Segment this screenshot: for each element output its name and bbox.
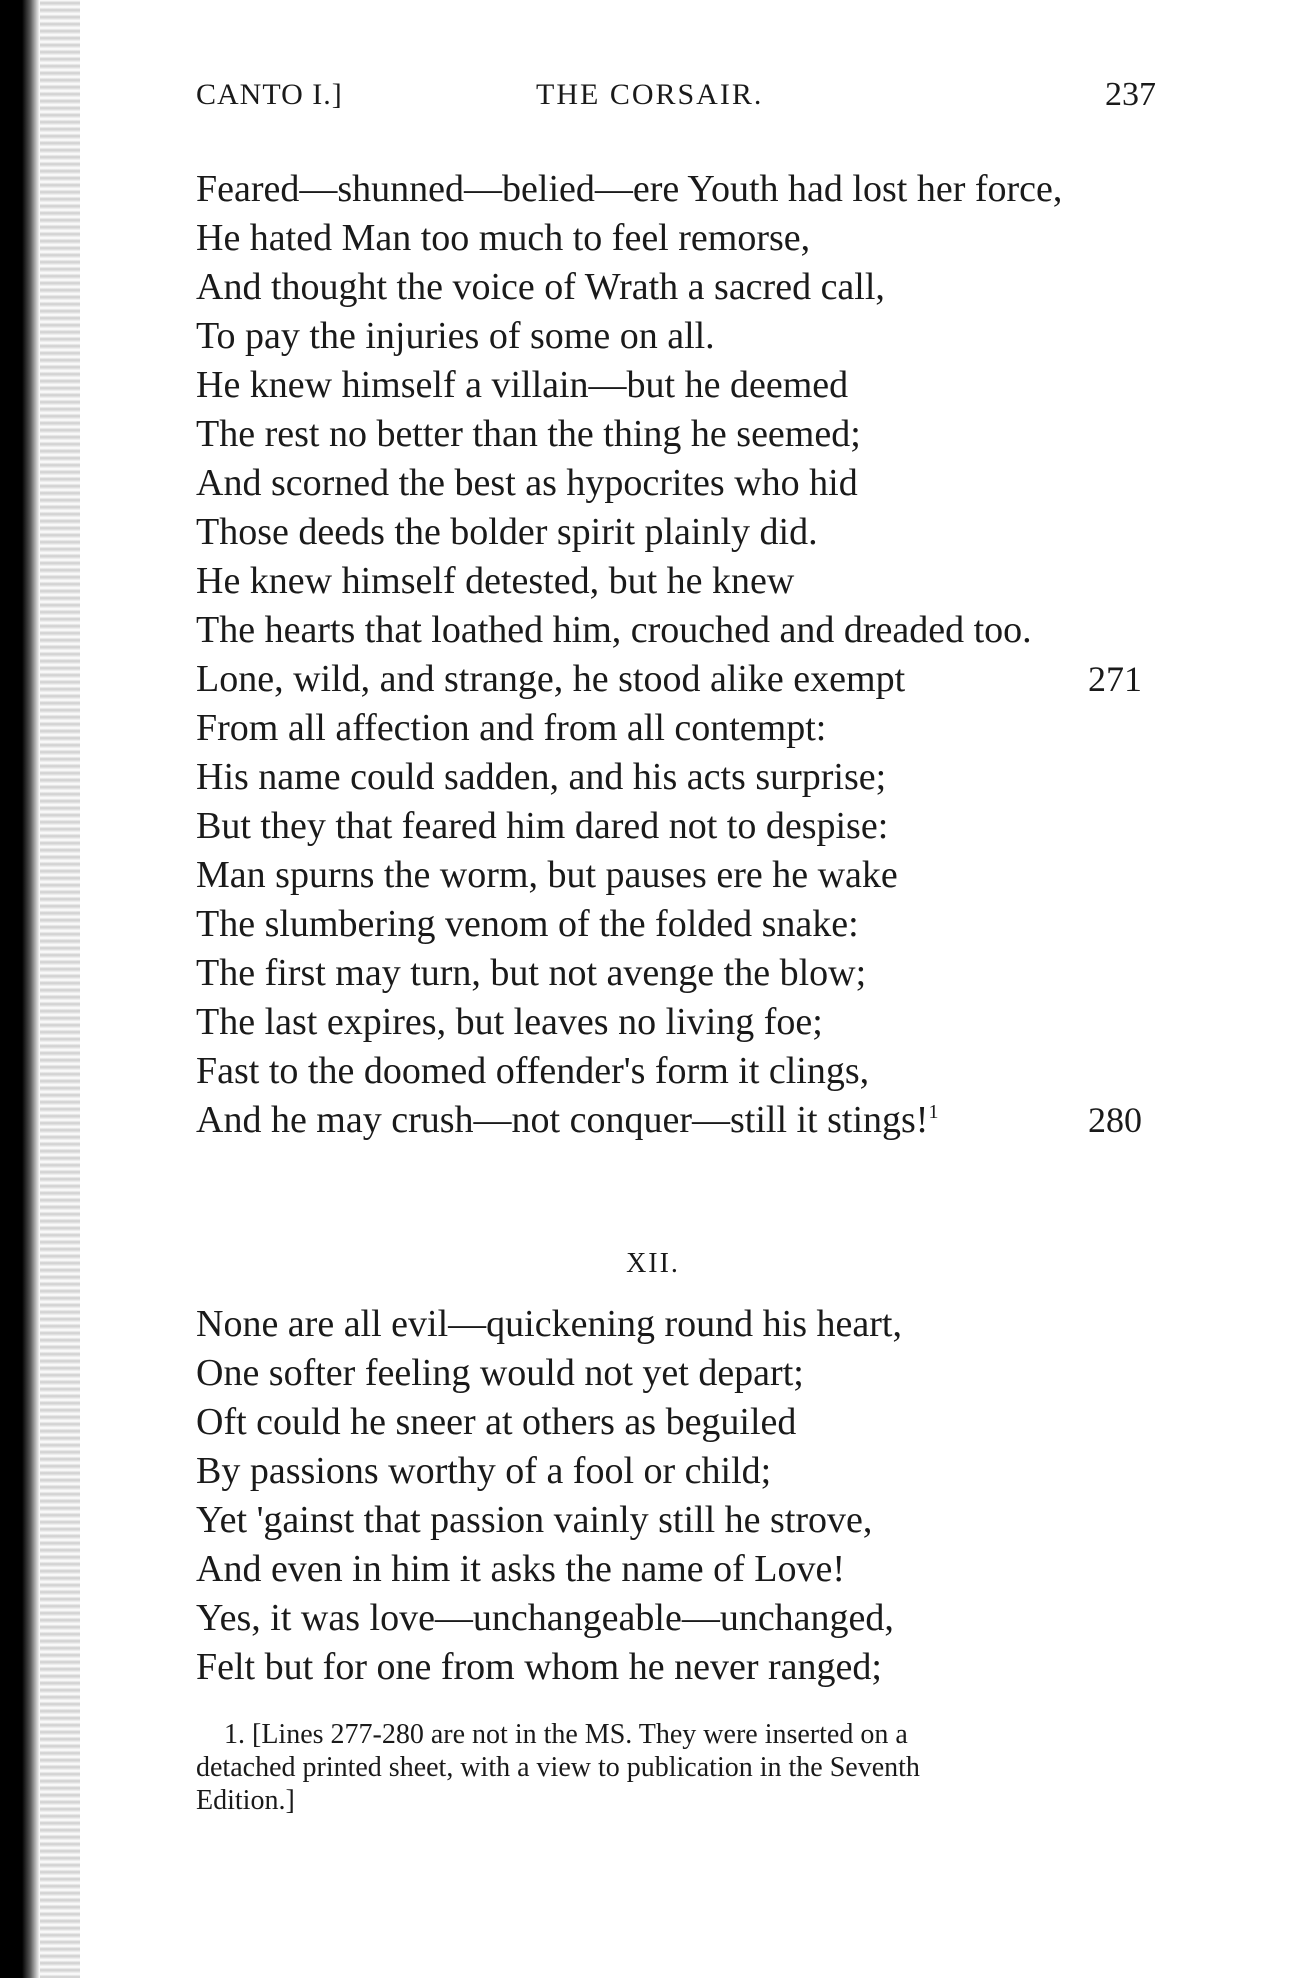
footnote-line: detached printed sheet, with a view to publication in the Seventh: [196, 1752, 920, 1783]
verse-line: He hated Man too much to feel remorse,: [196, 217, 811, 259]
verse-line: The hearts that loathed him, crouched and dreaded too.: [196, 609, 1032, 651]
page-number: 237: [1105, 76, 1156, 113]
verse-line: The first may turn, but not avenge the blow;: [196, 952, 867, 994]
binding-shadow: [0, 0, 40, 1978]
verse-line: To pay the injuries of some on all.: [196, 315, 715, 357]
verse-line: Fast to the doomed offender's form it clings,: [196, 1050, 870, 1092]
footnote-line: Edition.]: [196, 1785, 295, 1816]
verse-line: By passions worthy of a fool or child;: [196, 1450, 772, 1492]
footnote-reference[interactable]: 1: [928, 1101, 939, 1123]
line-number: 280: [1088, 1100, 1142, 1140]
binding-texture: [40, 0, 80, 1978]
book-title: THE CORSAIR.: [536, 78, 764, 111]
stanza-one: [196, 165, 1156, 1145]
verse-line: And he may crush—not conquer—still it stings!$^1$ 280: [196, 1096, 1156, 1145]
verse-line: He knew himself a villain—but he deemed: [196, 364, 849, 406]
verse-line: His name could sadden, and his acts surprise;: [196, 756, 887, 798]
verse-line: Oft could he sneer at others as beguiled: [196, 1401, 797, 1443]
verse-line: He knew himself detested, but he knew: [196, 560, 795, 602]
verse-line: The rest no better than the thing he seemed;: [196, 413, 861, 455]
verse-line: And scorned the best as hypocrites who hid: [196, 462, 858, 504]
stanza-two: [196, 1300, 1156, 1692]
footnote: [196, 1718, 1146, 1817]
verse-line: But they that feared him dared not to despise:: [196, 805, 889, 847]
verse-line: And even in him it asks the name of Love!: [196, 1548, 846, 1590]
line-number: 271: [1088, 659, 1142, 699]
verse-line: Felt but for one from whom he never ranged;: [196, 1646, 882, 1688]
running-header: [196, 78, 1156, 128]
verse-line: One softer feeling would not yet depart;: [196, 1352, 804, 1394]
verse-line: And thought the voice of Wrath a sacred call,: [196, 266, 885, 308]
verse-line: The last expires, but leaves no living foe;: [196, 1001, 823, 1043]
section-number: XII.: [626, 1248, 680, 1279]
verse-line: From all affection and from all contempt:: [196, 707, 827, 749]
verse-line: Yet 'gainst that passion vainly still he strove,: [196, 1499, 873, 1541]
canto-label: CANTO I.]: [196, 78, 343, 111]
verse-line: Those deeds the bolder spirit plainly did.: [196, 511, 818, 553]
verse-line: Man spurns the worm, but pauses ere he wake: [196, 854, 898, 896]
verse-line: The slumbering venom of the folded snake:: [196, 903, 859, 945]
verse-line: Lone, wild, and strange, he stood alike exempt 271: [196, 655, 1156, 704]
verse-line: Feared—shunned—belied—ere Youth had lost her force,: [196, 168, 1063, 210]
footnote-line: 1. [Lines 277-280 are not in the MS. They were inserted on a: [224, 1719, 908, 1750]
verse-line: None are all evil—quickening round his heart,: [196, 1303, 902, 1345]
verse-line: Yes, it was love—unchangeable—unchanged,: [196, 1597, 894, 1639]
